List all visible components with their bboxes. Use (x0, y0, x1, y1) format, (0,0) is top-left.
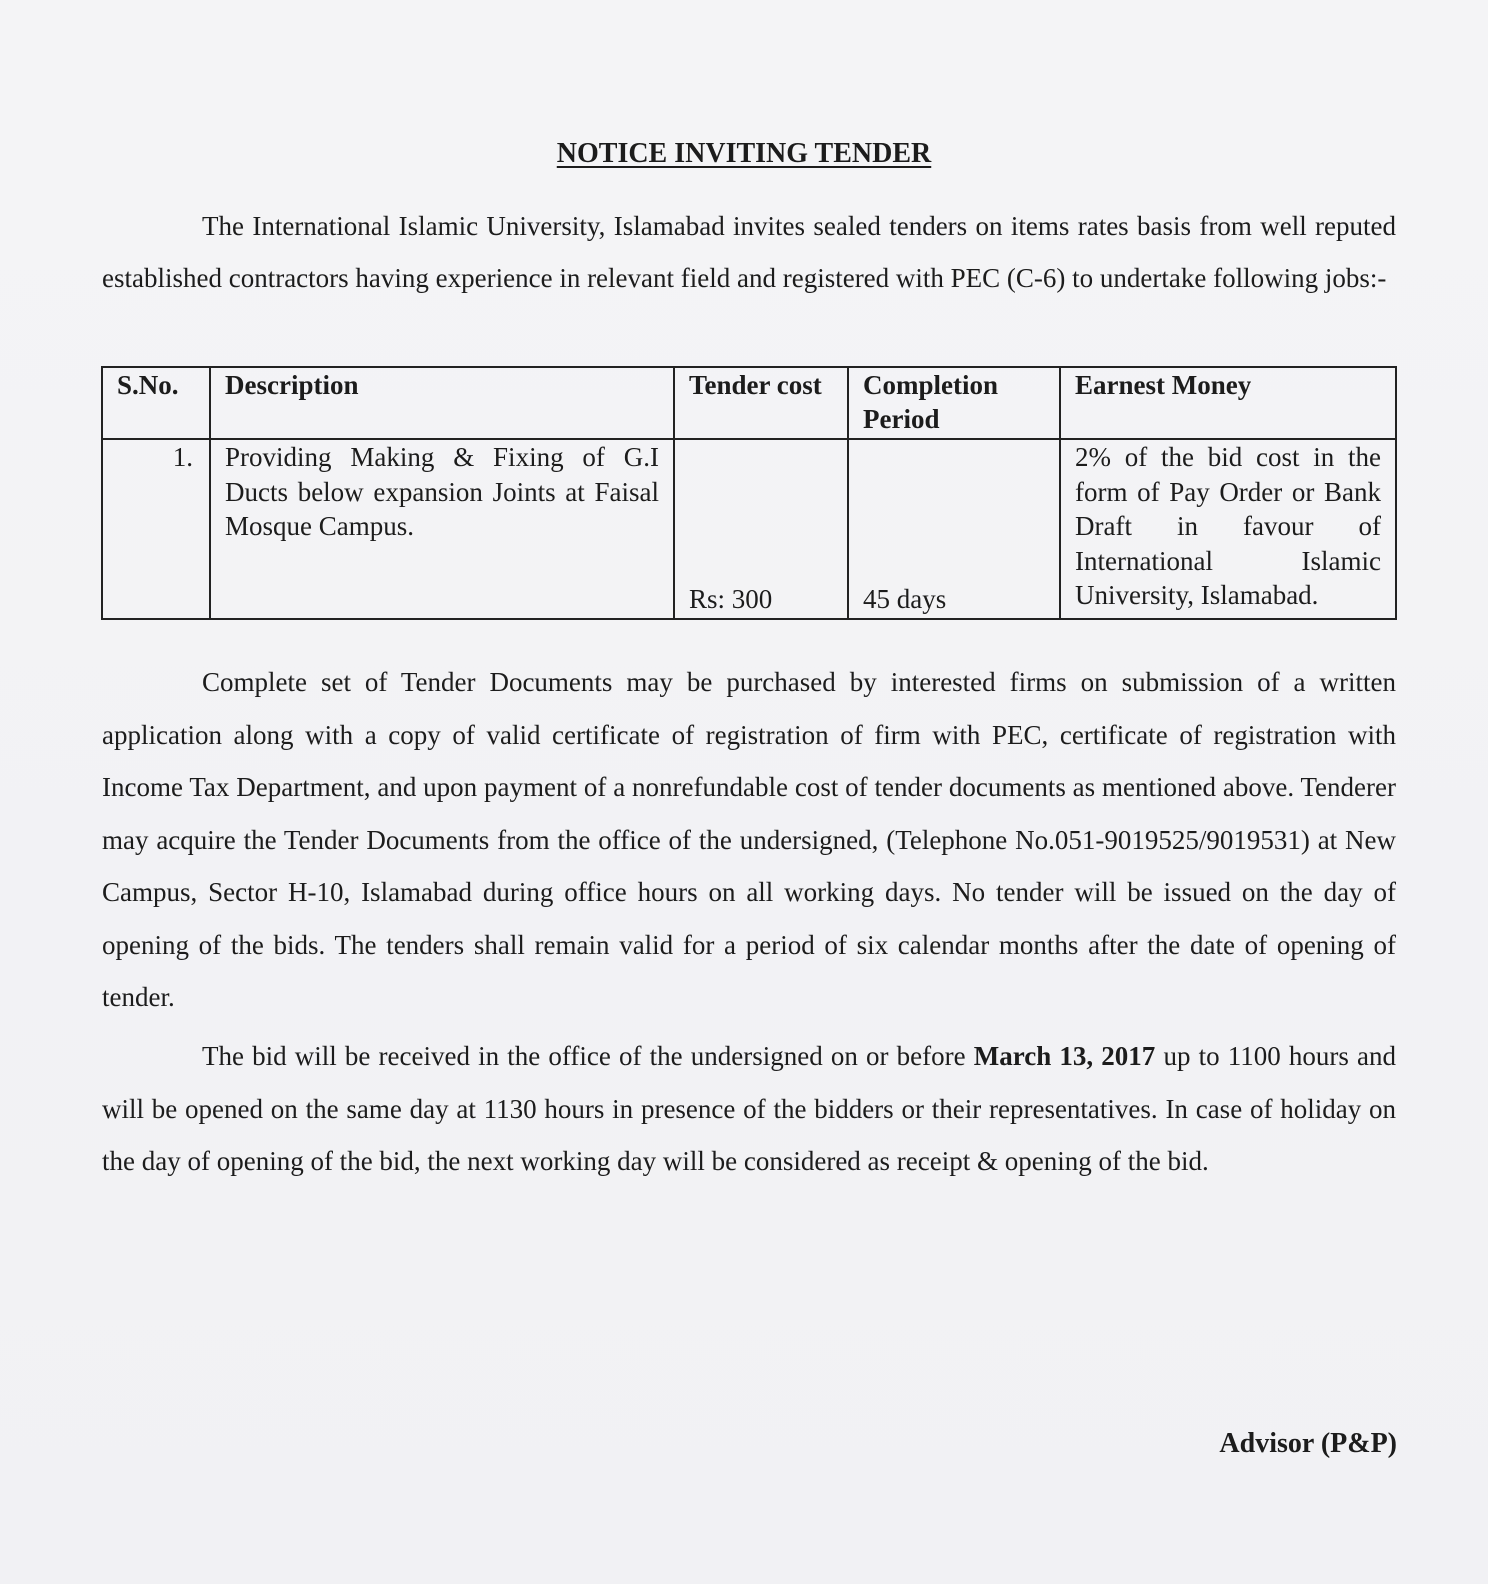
header-completion-period: Completion Period (848, 367, 1060, 439)
bid-paragraph (102, 1030, 1396, 1188)
table-row (102, 439, 1396, 619)
signature-advisor: Advisor (P&P) (1219, 1428, 1397, 1459)
row-description: Providing Making & Fixing of G.I Ducts below expansion Joints at Faisal Mosque Campus. (210, 439, 674, 619)
row-sno: 1. (102, 439, 210, 619)
notice-title (0, 138, 1488, 170)
header-earnest-money: Earnest Money (1060, 367, 1396, 439)
row-tender-cost: Rs: 300 (674, 439, 848, 619)
bid-deadline-date: March 13, 2017 (973, 1041, 1156, 1071)
header-description: Description (210, 367, 674, 439)
notice-title-text: NOTICE INVITING TENDER (556, 138, 932, 169)
documents-paragraph: Complete set of Tender Documents may be purchased by interested firms on submission of a written application along with a copy of valid certificate of registration of firm with PEC, certificate of registration with Income Tax Department, and upon payment of a nonrefundable cost of tender documents as mentioned above. Tenderer may acquire the Tender Documents from the office of the undersigned, (Telephone No.051-9019525/9019531) at New Campus, Sector H-10, Islamabad during office hours on all working days. No tender will be issued on the day of opening of the bids. The tenders shall remain valid for a period of six calendar months after the date of opening of tender. (102, 667, 1396, 1012)
intro-paragraph: The International Islamic University, Islamabad invites sealed tenders on items rates basis from well reputed established contractors having experience in relevant field and registered with PEC (C-6) to undertake following jobs:- (102, 211, 1396, 293)
bid-text-before: The bid will be received in the office of the undersigned on or before (202, 1041, 974, 1071)
table-header-row (102, 367, 1396, 439)
header-tender-cost: Tender cost (674, 367, 848, 439)
row-completion-period: 45 days (848, 439, 1060, 619)
header-sno: S.No. (102, 367, 210, 439)
tender-jobs-table (101, 366, 1397, 620)
bid-text-after: up to 1100 hours and will be opened on the same day at 1130 hours in presence of the bidders or their representatives. In case of holiday on the day of opening of the bid, the next working day will be considered as receipt & opening of the bid. (102, 1041, 1397, 1176)
row-earnest-money: 2% of the bid cost in the form of Pay Order or Bank Draft in favour of International Islamic University, Islamabad. (1060, 439, 1396, 619)
